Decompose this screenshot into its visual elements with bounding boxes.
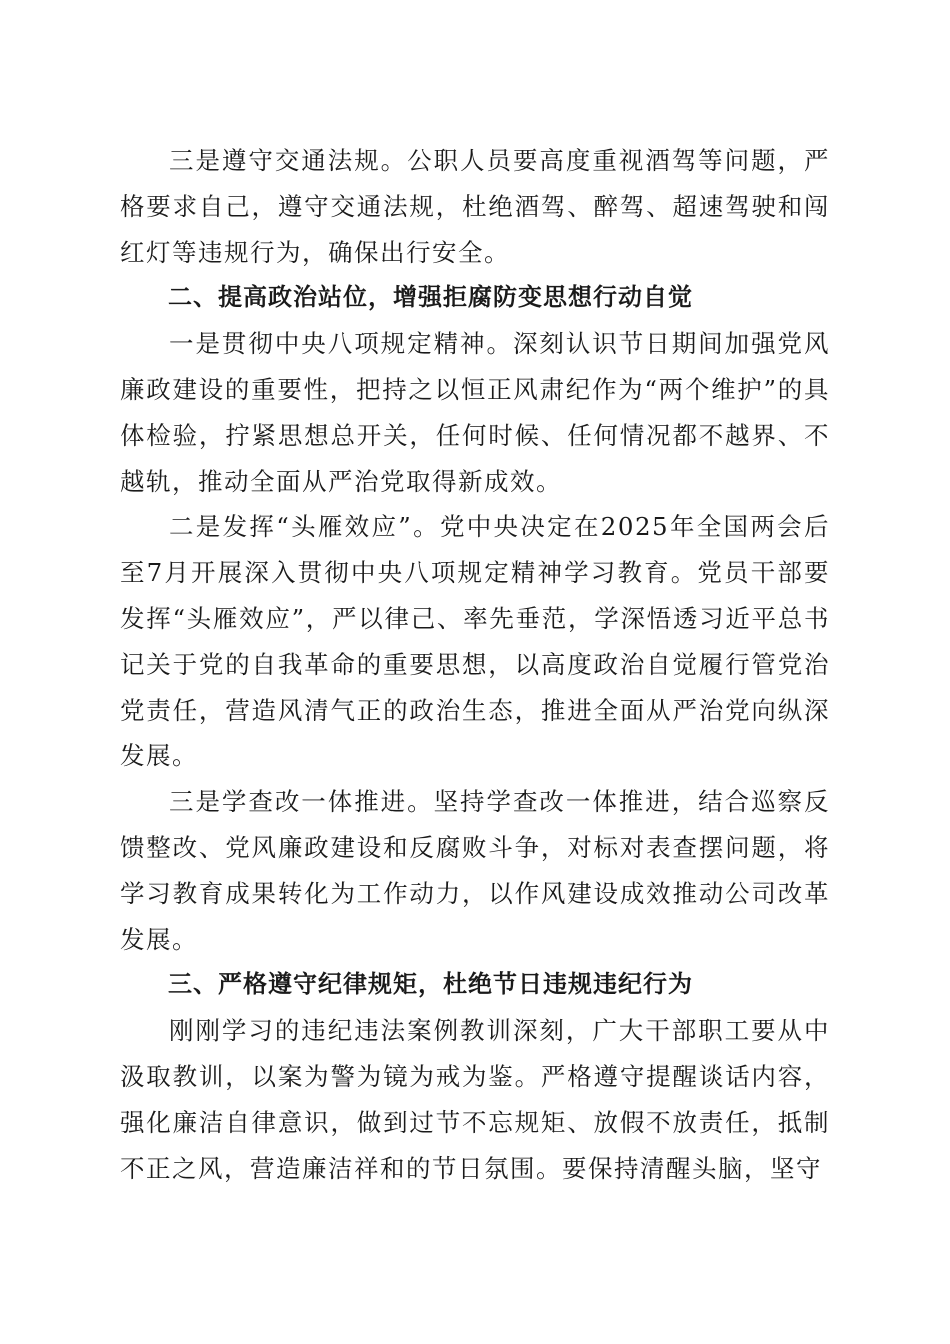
paragraph-traffic-rules xyxy=(120,138,830,275)
paragraph-case-lessons xyxy=(120,1008,830,1191)
paragraph-lead: 三是学查改一体推进。 xyxy=(169,787,434,817)
paragraph-eight-regulations xyxy=(120,321,830,504)
section-heading-two: 二、提高政治站位，增强拒腐防变思想行动自觉 xyxy=(168,283,693,312)
paragraph-text: 坚持学查改一体推进，结合巡察反馈整改、党风廉政建设和反腐败斗争，对标对表查摆问题，将学习教育成果转化为工作动力，以作风建设成效推动公司改革发展。 xyxy=(120,787,831,954)
paragraph-text: 党中央决定在2025年全国两会后至7月开展深入贯彻中央八项规定精神学习教育。党员干部要发挥“头雁效应”，严以律己、率先垂范，学深悟透习近平总书记关于党的自我革命的重要思想，以高度政治自觉履行管党治党责任，营造风清气正的政治生态，推进全面从严治党向纵深发展。 xyxy=(120,512,830,771)
document-page xyxy=(120,138,830,1191)
paragraph-text: 深刻认识节日期间加强党风廉政建设的重要性，把持之以恒正风肃纪作为“两个维护”的具体检验，拧紧思想总开关，任何时候、任何情况都不越界、不越轨，推动全面从严治党取得新成效。 xyxy=(120,329,831,496)
paragraph-text: 刚刚学习的违纪违法案例教训深刻，广大干部职工要从中汲取教训，以案为警为镜为戒为鉴。严格遵守提醒谈话内容，强化廉洁自律意识，做到过节不忘规矩、放假不放责任，抵制不正之风，营造廉洁祥和的节日氛围。要保持清醒头脑，坚守 xyxy=(120,1016,830,1183)
paragraph-lead: 一是贯彻中央八项规定精神。 xyxy=(169,329,513,359)
section-heading-three: 三、严格遵守纪律规矩，杜绝节日违规违纪行为 xyxy=(168,970,693,999)
paragraph-text: 公职人员要高度重视酒驾等问题，严格要求自己，遵守交通法规，杜绝酒驾、醉驾、超速驾驶和闯红灯等违规行为，确保出行安全。 xyxy=(120,146,830,267)
paragraph-lead: 三是遵守交通法规。 xyxy=(169,146,408,175)
paragraph-study-check-correct xyxy=(120,779,830,962)
paragraph-lead: 二是发挥“头雁效应”。 xyxy=(169,512,440,542)
paragraph-leading-goose xyxy=(120,504,830,779)
